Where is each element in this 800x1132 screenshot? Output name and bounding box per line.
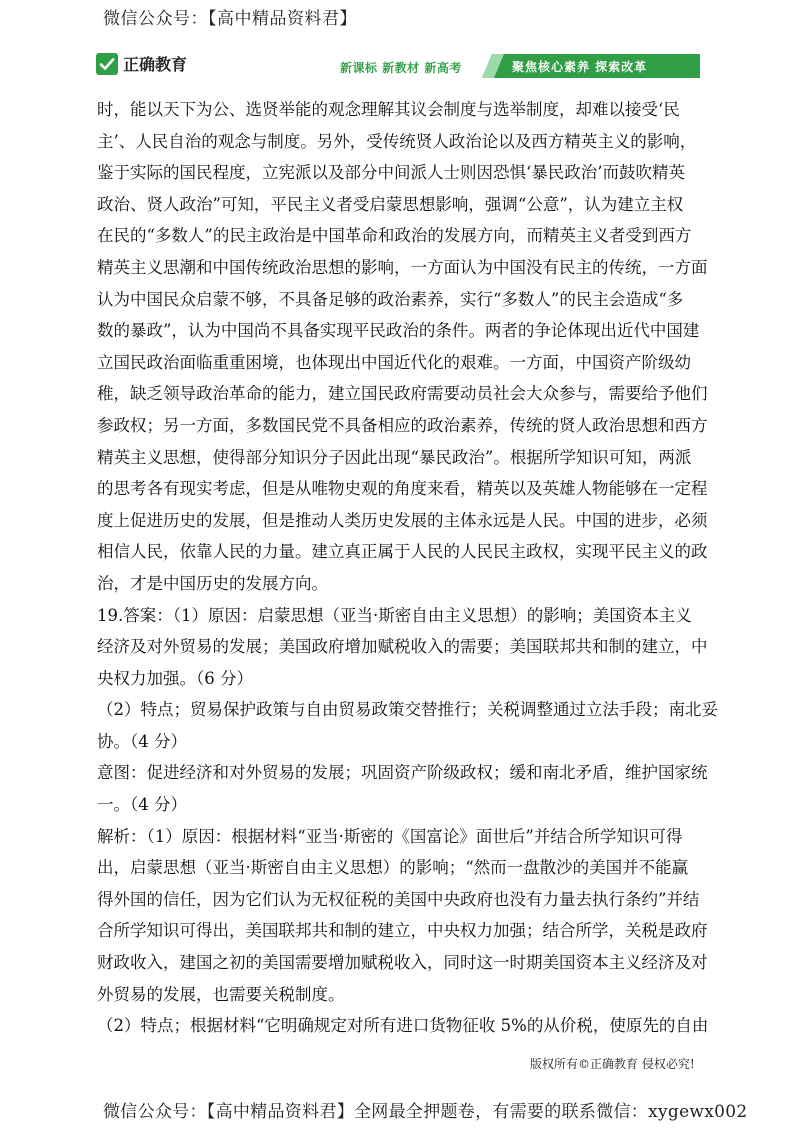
- answer-line: 经济及对外贸易的发展；美国政府增加赋税收入的需要；美国联邦共和制的建立，中: [97, 637, 708, 657]
- analysis-line: 合所学知识可得出，美国联邦共和制的建立，中央权力加强；结合所学，关税是政府: [97, 921, 708, 941]
- analysis-line: 外贸易的发展，也需要关税制度。: [97, 984, 345, 1004]
- text-line: 稚，缺乏领导政治革命的能力，建立国民政府需要动员社会大众参与，需要给予他们: [97, 384, 708, 404]
- slogan: 新课标 新教材 新高考: [340, 61, 462, 75]
- analysis-line: （2）特点；根据材料“它明确规定对所有进口货物征收 5%的从价税，使原先的自由: [97, 1016, 709, 1036]
- document-body: [97, 94, 718, 1042]
- top-banner: 微信公众号：【高中精品资料君】: [103, 9, 357, 29]
- slogan-banner-text: 聚焦核心素养 探索改革: [512, 60, 648, 74]
- text-line: 的思考各有现实考虑，但是从唯物史观的角度来看，精英以及英雄人物能够在一定程: [97, 479, 708, 499]
- bottom-banner: 微信公众号：【高中精品资料君】全网最全押题卷，有需要的联系微信：xygewx002: [103, 1102, 748, 1122]
- analysis-line: 解析：（1）原因：根据材料“亚当·斯密的《国富论》面世后”并结合所学知识可得: [97, 826, 683, 846]
- logo-text: 正确教育: [123, 55, 188, 74]
- answer-line: 协。（4 分）: [97, 731, 187, 751]
- text-line: 政治、贤人政治”可知，平民主义者受启蒙思想影响，强调“公意”，认为建立主权: [97, 194, 684, 214]
- analysis-line: 财政收入，建国之初的美国需要增加赋税收入，同时这一时期美国资本主义经济及对: [97, 953, 708, 973]
- answer-line: 央权力加强。（6 分）: [97, 668, 253, 688]
- page-header: [96, 52, 696, 82]
- checkmark-icon: [96, 53, 118, 75]
- text-line: 治，才是中国历史的发展方向。: [97, 573, 328, 593]
- text-line: 精英主义思潮和中国传统政治思想的影响，一方面认为中国没有民主的传统，一方面: [97, 257, 708, 277]
- text-line: 时，能以天下为公、选贤举能的观念理解其议会制度与选举制度，却难以接受‘民: [97, 100, 680, 119]
- text-line: 认为中国民众启蒙不够，不具备足够的政治素养，实行“多数人”的民主会造成“多: [97, 289, 684, 309]
- answer-line: 19.答案：（1）原因：启蒙思想（亚当·斯密自由主义思想）的影响；美国资本主义: [97, 605, 692, 625]
- analysis-line: 得外国的信任，因为它们认为无权征税的美国中央政府也没有力量去执行条约”并结: [97, 889, 700, 909]
- text-line: 鉴于实际的国民程度，立宪派以及部分中间派人士则因恐惧‘暴民政治’而鼓吹精英: [97, 163, 685, 183]
- answer-line: 意图：促进经济和对外贸易的发展；巩固资产阶级政权；缓和南北矛盾，维护国家统: [97, 763, 708, 783]
- analysis-line: 出，启蒙思想（亚当·斯密自由主义思想）的影响；“然而一盘散沙的美国并不能赢: [97, 858, 689, 878]
- text-line: 立国民政治面临重重困境，也体现出中国近代化的艰难。一方面，中国资产阶级幼: [97, 352, 691, 372]
- brand-logo: [96, 52, 187, 75]
- text-line: 相信人民，依靠人民的力量。建立真正属于人民的人民民主政权，实现平民主义的政: [97, 542, 708, 562]
- answer-line: 一。（4 分）: [97, 795, 187, 815]
- text-line: 度上促进历史的发展，但是推动人类历史发展的主体永远是人民。中国的进步，必须: [97, 510, 708, 530]
- text-line: 数的暴政”，认为中国尚不具备实现平民政治的条件。两者的争论体现出近代中国建: [97, 321, 700, 341]
- answer-line: （2）特点；贸易保护政策与自由贸易政策交替推行；关税调整通过立法手段；南北妥: [97, 700, 718, 720]
- copyright-notice: 版权所有©正确教育 侵权必究!: [530, 1057, 695, 1071]
- text-line: 主’、人民自治的观念与制度。另外，受传统贤人政治论以及西方精英主义的影响，: [97, 131, 697, 151]
- text-line: 在民的“多数人”的民主政治是中国革命和政治的发展方向，而精英主义者受到西方: [97, 226, 692, 246]
- text-line: 精英主义思想，使得部分知识分子因此出现“暴民政治”。根据所学知识可知，两派: [97, 447, 692, 467]
- text-line: 参政权；另一方面，多数国民党不具备相应的政治素养，传统的贤人政治思想和西方: [97, 415, 708, 435]
- slogan-banner: [482, 54, 700, 78]
